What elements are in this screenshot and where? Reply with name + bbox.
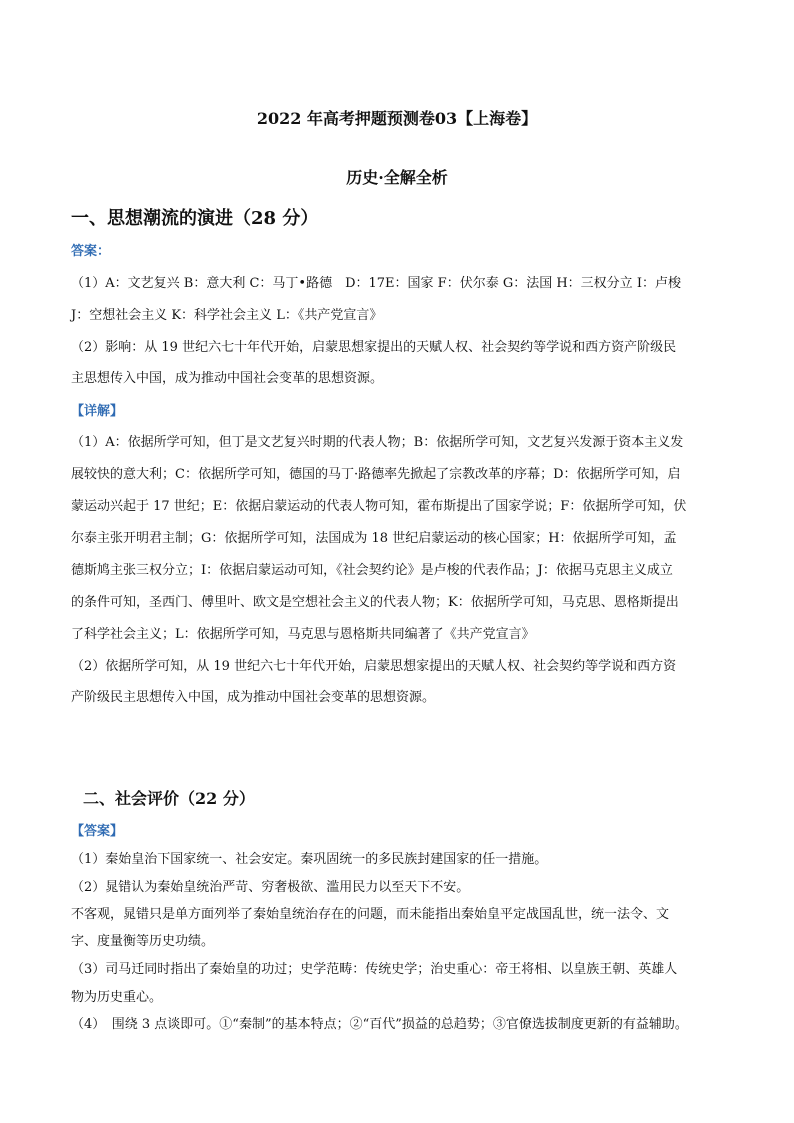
answer-line: J：空想社会主义 K：科学社会主义 L：《共产党宣言》: [71, 308, 383, 323]
section2-answer-label: 【答案】: [71, 824, 124, 839]
answer-line: （2）晁错认为秦始皇统治严苛、穷奢极欲、滥用民力以至天下不安。: [71, 880, 470, 895]
answer-line: 字、度量衡等历史功绩。: [71, 934, 215, 949]
detail-line: （1）A：依据所学可知，但丁是文艺复兴时期的代表人物；B：依据所学可知，文艺复兴发源于资本主义发: [71, 435, 684, 450]
section1-detail-label: 【详解】: [71, 404, 124, 419]
answer-line: 主思想传入中国，成为推动中国社会变革的思想资源。: [71, 371, 384, 386]
section2-heading: 二、社会评价（22 分）: [83, 789, 255, 808]
page-title: 2022 年高考押题预测卷03【上海卷】: [256, 109, 538, 128]
answer-line: （1）秦始皇治下国家统一、社会安定。秦巩固统一的多民族封建国家的任一措施。: [71, 852, 548, 867]
section1-answer-label: 答案：: [71, 244, 111, 259]
answer-line: 物为历史重心。: [71, 990, 163, 1005]
detail-line: 尔泰主张开明君主制；G：依据所学可知，法国成为 18 世纪启蒙运动的核心国家；H：依据所学可知，孟: [71, 531, 677, 546]
section1-heading: 一、思想潮流的演进（28 分）: [71, 208, 319, 229]
answer-line: （4） 围绕 3 点谈即可。①“秦制”的基本特点；②“百代”损益的总趋势；③官僚选拔制度更新的有益辅助。: [71, 1017, 688, 1032]
detail-line: 了科学社会主义；L：依据所学可知，马克思与恩格斯共同编著了《共产党宣言》: [71, 627, 535, 642]
answer-line: （2）影响：从 19 世纪六七十年代开始，启蒙思想家提出的天赋人权、社会契约等学说和西方资产阶级民: [71, 340, 677, 355]
detail-line: 蒙运动兴起于 17 世纪；E：依据启蒙运动的代表人物可知，霍布斯提出了国家学说；F：依据所学可知，伏: [71, 499, 687, 514]
detail-line: 德斯鸠主张三权分立；I：依据启蒙运动可知，《社会契约论》是卢梭的代表作品；J：依据马克思主义成立: [71, 563, 673, 578]
answer-line: （3）司马迁同时指出了秦始皇的功过；史学范畴：传统史学；治史重心：帝王将相、以皇族王朝、英雄人: [71, 962, 678, 977]
answer-line: 不客观，晁错只是单方面列举了秦始皇统治存在的问题，而未能指出秦始皇平定战国乱世，统一法令、文: [71, 907, 670, 922]
detail-line: （2）依据所学可知，从 19 世纪六七十年代开始，启蒙思想家提出的天赋人权、社会契约等学说和西方资: [71, 659, 677, 674]
detail-line: 的条件可知，圣西门、傅里叶、欧文是空想社会主义的代表人物；K：依据所学可知，马克思、恩格斯提出: [71, 595, 679, 610]
page-subtitle: 历史·全解全析: [346, 168, 448, 187]
detail-line: 产阶级民主思想传入中国，成为推动中国社会变革的思想资源。: [71, 690, 436, 705]
answer-line: （1）A：文艺复兴 B：意大利 C：马丁•路德 D：17E：国家 F：伏尔泰 G：法国 H：三权分立 I：卢梭: [71, 276, 681, 291]
detail-line: 展较快的意大利；C：依据所学可知，德国的马丁·路德率先掀起了宗教改革的序幕；D：依据所学可知，启: [71, 467, 681, 482]
